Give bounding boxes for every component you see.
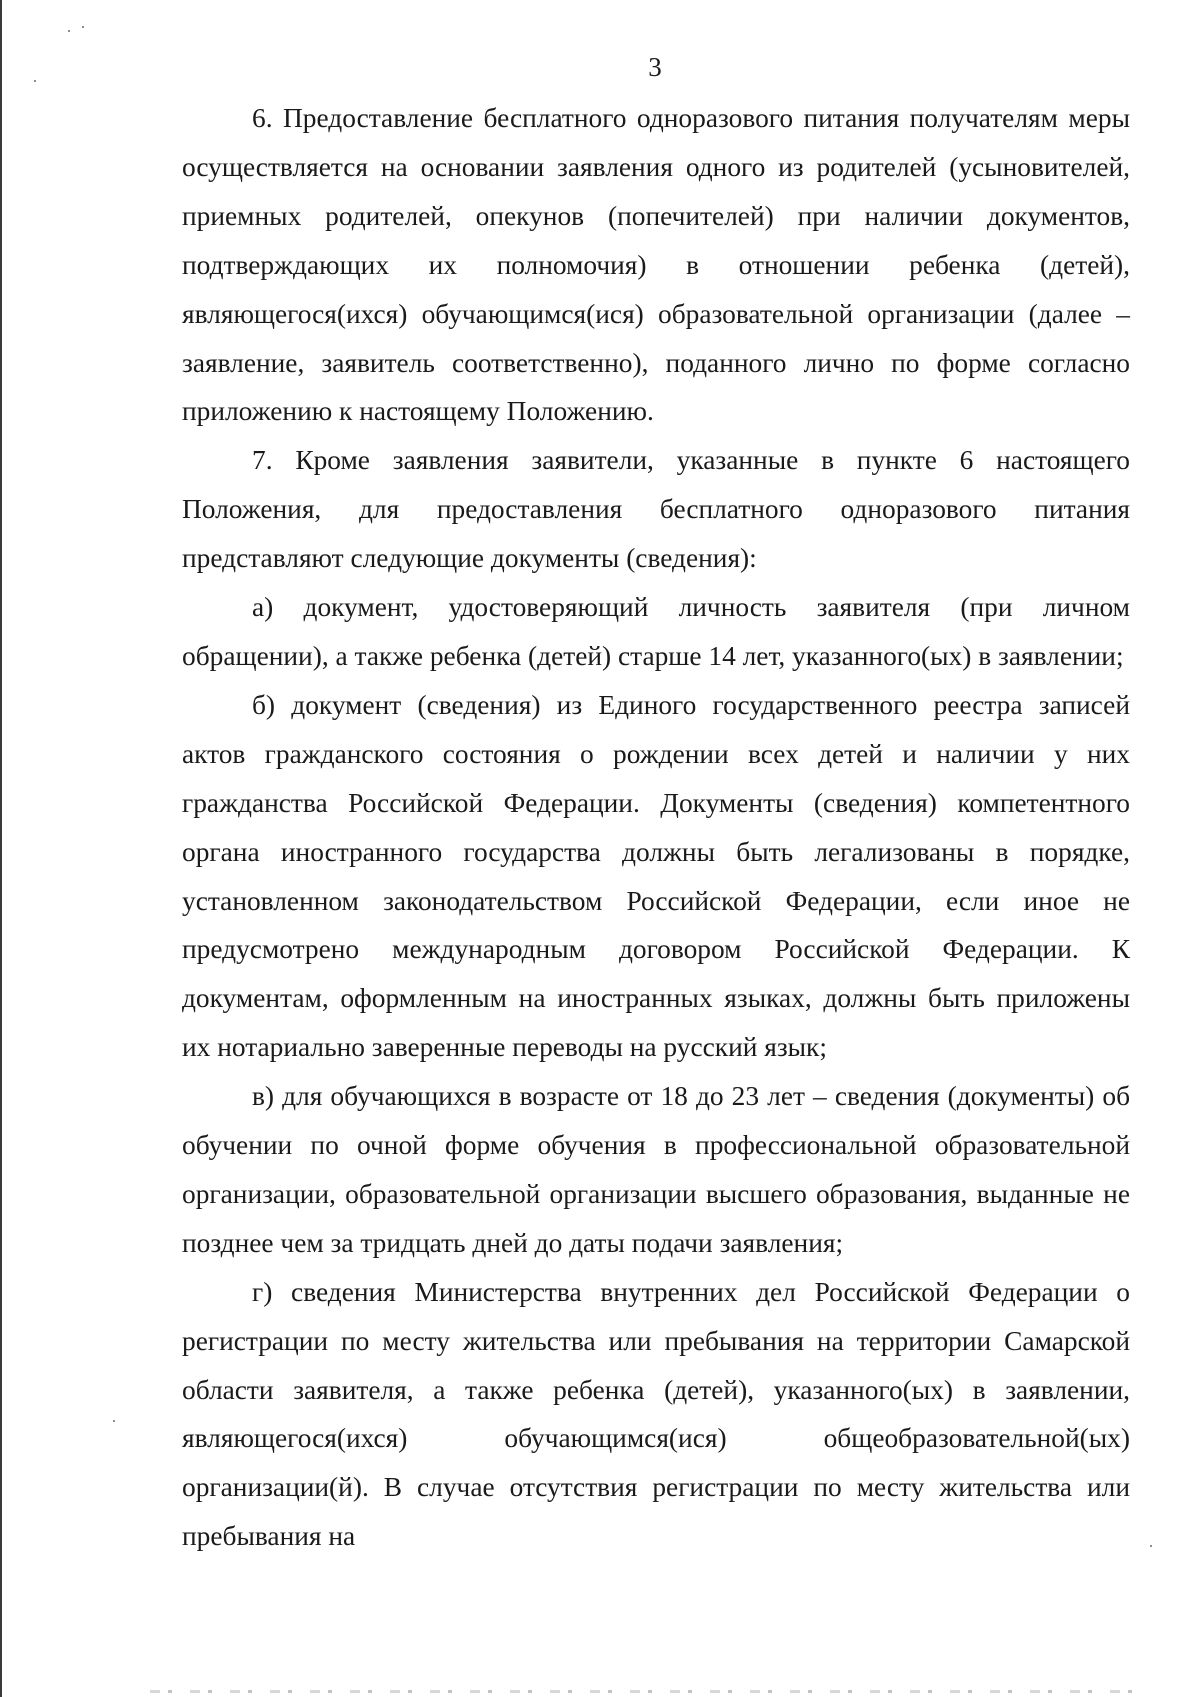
document-body [182, 94, 1130, 1561]
scan-left-edge [0, 0, 2, 1697]
scan-speck [1150, 1545, 1152, 1547]
scan-bottom-noise [150, 1690, 1150, 1693]
scan-speck [34, 80, 36, 82]
scan-speck [113, 1420, 115, 1422]
subitem-a: а) документ, удостоверяющий личность заявителя (при личном обращении), а также ребенка (детей) старше 14 лет, указанного(ых) в заявлении; [182, 592, 1130, 671]
paragraph-6: 6. Предоставление бесплатного одноразового питания получателям меры осуществляется на основании заявления одного из родителей (усыновителей, приемных родителей, опекунов (попечителей) при наличии документов, подтверждающих их полномочия) в отношении ребенка (детей), являющегося(ихся) обучающимся(ися) образовательной организации (далее – заявление, заявитель соответственно), поданного лично по форме согласно приложению к настоящему Положению. [182, 103, 1130, 427]
page-number: 3 [648, 52, 662, 82]
paragraph-7: 7. Кроме заявления заявители, указанные в пункте 6 настоящего Положения, для предоставления бесплатного одноразового питания представляют следующие документы (сведения): [182, 445, 1130, 574]
scan-speck [82, 26, 84, 28]
subitem-g: г) сведения Министерства внутренних дел Российской Федерации о регистрации по месту жительства или пребывания на территории Самарской области заявителя, а также ребенка (детей), указанного(ых) в заявлении, являющегося(ихся) обучающимся(ися) общеобразовательной(ых) организации(й). В случае отсутствия регистрации по месту жительства или пребывания на [182, 1276, 1130, 1552]
scan-speck [68, 30, 70, 32]
subitem-b: б) документ (сведения) из Единого государственного реестра записей актов гражданского состояния о рождении всех детей и наличии у них гражданства Российской Федерации. Документы (сведения) компетентного органа иностранного государства должны быть легализованы в порядке, установленном законодательством Российской Федерации, если иное не предусмотрено международным договором Российской Федерации. К документам, оформленным на иностранных языках, должны быть приложены их нотариально заверенные переводы на русский язык; [182, 689, 1130, 1063]
subitem-v: в) для обучающихся в возрасте от 18 до 23 лет – сведения (документы) об обучении по очной форме обучения в профессиональной образовательной организации, образовательной организации высшего образования, выданные не позднее чем за тридцать дней до даты подачи заявления; [182, 1081, 1130, 1258]
